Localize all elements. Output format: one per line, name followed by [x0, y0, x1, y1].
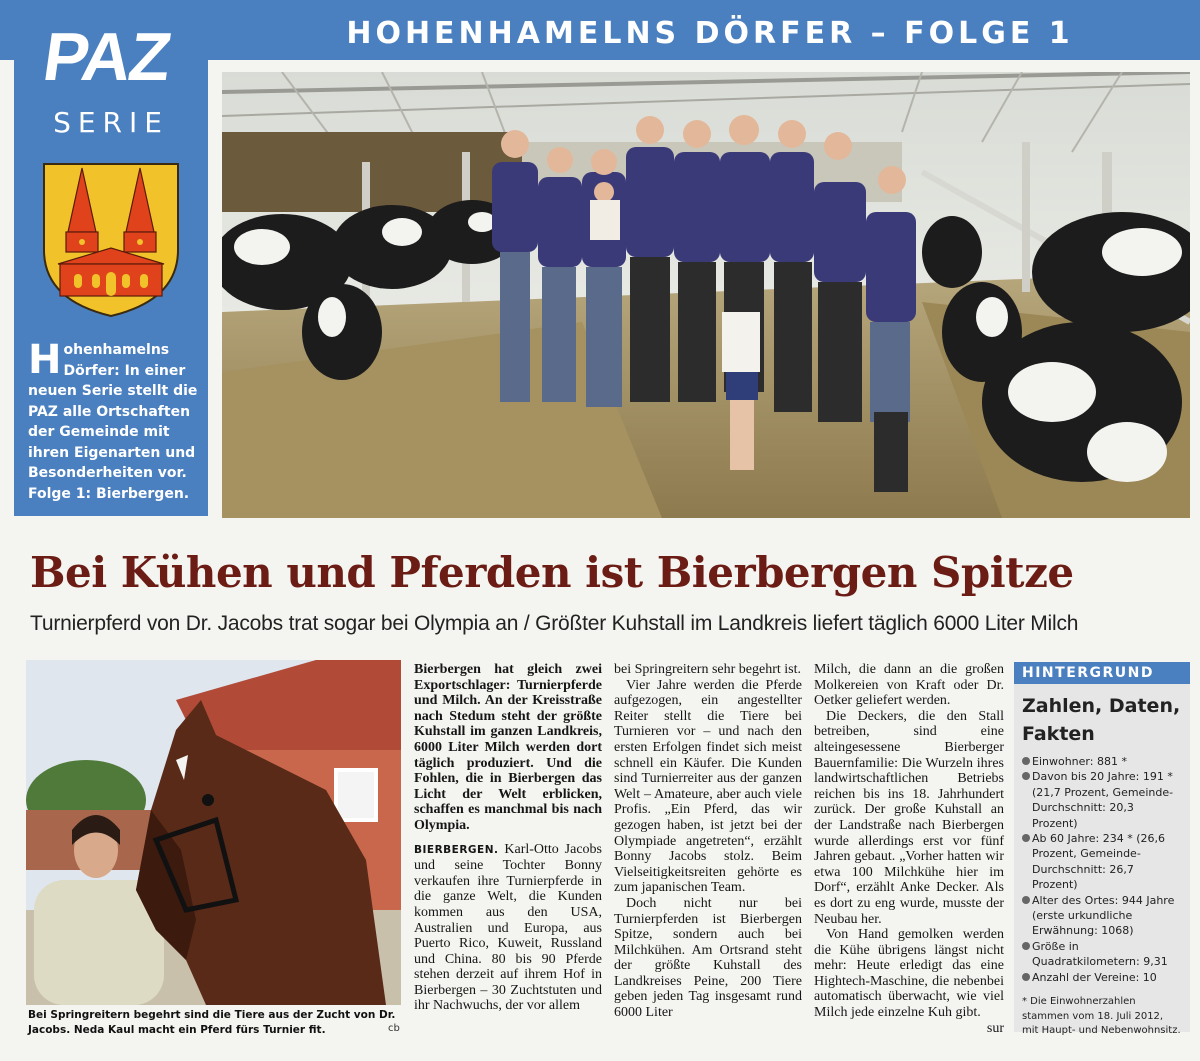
article-column-3: [814, 662, 1004, 1036]
horse-photo-caption: Bei Springreitern begehrt sind die Tiere aus der Zucht von Dr. Jacobs. Neda Kaul macht ein Pferd fürs Turnier fit.: [28, 1009, 396, 1036]
series-intro: [28, 337, 204, 504]
article-p1: Karl-Otto Jacobs und seine Tochter Bonny verkaufen ihre Turnierpferde in die ganze Welt, die Kunden kommen aus den USA, Australien und Europa, aus Puerto Rico, Kuweit, Russland und China. 80 bis 90 Pferde stehen derzeit auf ihrem Hof in Bierbergen – 30 Zuchtstuten und ihr Nachwuchs, der vor allem: [414, 841, 602, 1014]
series-title: HOHENHAMELNS DÖRFER – FOLGE 1: [346, 16, 1074, 51]
intro-text: ohenhamelns Dörfer: In einer neuen Serie stellt die PAZ alle Ortschaften der Gemeinde mit ihren Eigenarten und Besonderheiten vor. Folge 1: Bierbergen.: [28, 342, 198, 502]
facts-box-title: Zahlen, Daten, Fakten: [1022, 695, 1181, 745]
bullet-icon: [1022, 896, 1030, 904]
series-sidebar: [14, 14, 208, 516]
list-item: Einwohner: 881 *: [1022, 754, 1182, 769]
coat-of-arms-icon: [40, 160, 182, 320]
list-item: Davon bis 20 Jahre: 191 * (21,7 Prozent, Gemeinde-Durchschnitt: 20,3 Prozent): [1022, 769, 1182, 831]
facts-list: [1014, 748, 1190, 985]
intro-initial: H: [28, 337, 62, 383]
article-column-2: [614, 662, 802, 1021]
facts-footnote: * Die Einwohnerzahlen stammen vom 18. Juli 2012, mit Haupt- und Nebenwohnsitz.: [1022, 996, 1181, 1037]
horse-photo: [26, 660, 401, 1005]
bullet-icon: [1022, 757, 1030, 765]
horse-photo-credit: cb: [388, 1023, 400, 1034]
barn-photo: [222, 72, 1190, 518]
list-item: Ab 60 Jahre: 234 * (26,6 Prozent, Gemeinde-Durchschnitt: 26,7 Prozent): [1022, 831, 1182, 893]
bullet-icon: [1022, 772, 1030, 780]
article-lead: Bierbergen hat gleich zwei Exportschlager: Turnierpferde und Milch. An der Kreisstraße nach Stedum steht der größte Kuhstall im ganzen Landkreis, 6000 Liter Milch werden dort täglich produziert. Und die Fohlen, die in Bierbergen das Licht der Welt erblicken, schaffen es manchmal bis nach Olympia.: [414, 662, 602, 833]
article-p1-cont: bei Springreitern sehr begehrt ist.: [614, 662, 802, 677]
article-dateline: BIERBERGEN.: [414, 843, 499, 856]
subheadline: Turnierpferd von Dr. Jacobs trat sogar bei Olympia an / Größter Kuhstall im Landkreis liefert täglich 6000 Liter Milch: [30, 612, 1079, 635]
article-p3-cont: Milch, die dann an die großen Molkereien von Kraft oder Dr. Oetker geliefert werden.: [814, 662, 1004, 709]
list-item: Alter des Ortes: 944 Jahre (erste urkundliche Erwähnung: 1068): [1022, 893, 1182, 939]
serie-label: SERIE: [53, 106, 169, 139]
article-column-1: [414, 662, 602, 1014]
article-p4: Die Deckers, die den Stall betreiben, sind eine alteingesessene Bierberger Bauernfamilie: Die Wurzeln ihres landwirtschaftlichen Betriebs reichen bis ins 18. Jahrhundert zurück. Der große Kuhstall an der Landstraße nach Bierbergen wurde allerdings erst vor fünf Jahren gebaut. „Vorher hatten wir etwa 100 Milchkühe hier im Dorf“, erzählt Anke Decker. Als es dort zu eng wurde, musste der Neubau her.: [814, 708, 1004, 927]
headline: Bei Kühen und Pferden ist Bierbergen Spitze: [30, 548, 1074, 597]
bullet-icon: [1022, 973, 1030, 981]
article-p5: Von Hand gemolken werden die Kühe übrigens längst nicht mehr: Heute erledigt das eine Hightech-Maschine, die nebenbei automatisch überwacht, wie viel Milch jede einzelne Kuh gibt.: [814, 927, 1004, 1021]
article-p3: Doch nicht nur bei Turnierpferden ist Bierbergen Spitze, sondern auch bei Milchkühen. Am Ortsrand steht der größte Kuhstall des Landkreises Peine, 200 Tiere geben jeden Tag insgesamt rund 6000 Liter: [614, 895, 802, 1021]
paz-logo: PAZ: [38, 19, 175, 95]
article-paragraph: [414, 842, 602, 1015]
facts-box-header: HINTERGRUND: [1014, 662, 1190, 684]
list-item: Anzahl der Vereine: 10: [1022, 970, 1182, 985]
article-p2: Vier Jahre werden die Pferde aufgezogen, ein angestellter Reiter stellt die Tiere bei Turnieren vor – und nach den ersten Erfolgen findet sich meist schnell ein Käufer. Die Kunden sind Turnierreiter aus der ganzen Welt – Amateure, aber auch viele Profis. „Ein Pferd, das wir gezogen haben, ist jetzt bei der Olympiade angetreten“, erzählt Bonny Jacobs stolz. Beim Vielseitigkeitsreiten gehörte es zum japanischen Team.: [614, 677, 802, 896]
bullet-icon: [1022, 834, 1030, 842]
list-item: Größe in Quadratkilometern: 9,31: [1022, 939, 1182, 970]
bullet-icon: [1022, 942, 1030, 950]
author-tag: sur: [986, 1020, 1004, 1036]
background-facts-box: [1014, 662, 1190, 1037]
